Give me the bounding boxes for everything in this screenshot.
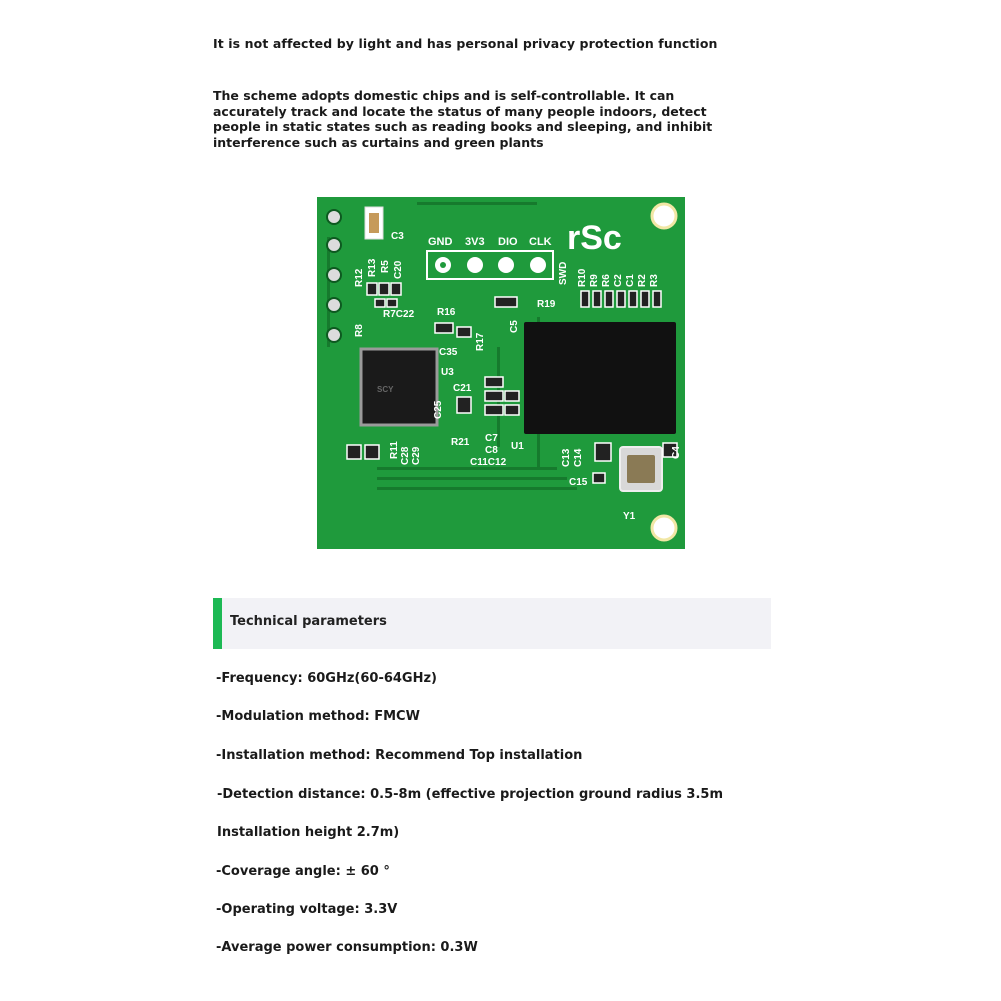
rf-chip-u1: [524, 322, 676, 434]
pin-label-3v3: 3V3: [465, 236, 485, 248]
pin-label-gnd: GND: [428, 236, 453, 248]
label-c25: C25: [433, 400, 444, 419]
label-c11c12: C11C12: [470, 457, 507, 468]
section-title: Technical parameters: [230, 614, 387, 629]
label-r9: R9: [589, 274, 600, 287]
label-c35: C35: [439, 347, 458, 358]
label-r10: R10: [577, 268, 588, 287]
label-r12: R12: [354, 268, 365, 287]
param-power-consumption: -Average power consumption: 0.3W: [216, 940, 478, 955]
label-c1: C1: [625, 274, 636, 287]
label-r13: R13: [367, 258, 378, 277]
param-detection-distance: -Detection distance: 0.5-8m (effective projection ground radius 3.5m: [217, 787, 723, 802]
intro-lead: It is not affected by light and has personal privacy protection function: [213, 36, 718, 51]
label-c4: C4: [671, 446, 682, 459]
svg-text:SCY: SCY: [377, 385, 394, 394]
label-r3: R3: [649, 274, 660, 287]
param-operating-voltage: -Operating voltage: 3.3V: [216, 902, 398, 917]
label-c5: C5: [509, 320, 520, 333]
label-c8: C8: [485, 445, 498, 456]
label-c28: C28: [400, 446, 411, 465]
label-c14: C14: [573, 448, 584, 467]
pin-label-clk: CLK: [529, 236, 552, 248]
label-c7: C7: [485, 433, 498, 444]
section-accent-bar: [213, 598, 222, 649]
technical-parameters-header: [213, 598, 771, 649]
pin-label-dio: DIO: [498, 236, 518, 248]
label-r7c22: R7C22: [383, 309, 415, 320]
label-c3: C3: [391, 231, 404, 242]
label-c21: C21: [453, 383, 472, 394]
mount-hole-bottom: [652, 516, 676, 540]
label-r6: R6: [601, 274, 612, 287]
label-c29: C29: [411, 446, 422, 465]
label-c2: C2: [613, 274, 624, 287]
swd-label: SWD: [558, 261, 569, 285]
param-frequency: -Frequency: 60GHz(60-64GHz): [216, 671, 437, 686]
param-coverage-angle: -Coverage angle: ± 60 °: [216, 864, 390, 879]
label-r19: R19: [537, 299, 556, 310]
label-u3: U3: [441, 367, 454, 378]
label-r2: R2: [637, 274, 648, 287]
radar-module-photo: [317, 197, 685, 549]
param-installation-method: -Installation method: Recommend Top installation: [216, 748, 583, 763]
label-r5: R5: [380, 260, 391, 273]
label-c15: C15: [569, 477, 588, 488]
mount-hole-top: [652, 204, 676, 228]
label-r17: R17: [475, 332, 486, 351]
param-installation-height: Installation height 2.7m): [217, 825, 400, 840]
intro-paragraph: The scheme adopts domestic chips and is self-controllable. It can accurately track and locate the status of many people indoors, detect people in static states such as reading books and sleeping, and inhibit interference such as curtains and green plants: [213, 88, 713, 150]
label-r8: R8: [354, 324, 365, 337]
label-r16: R16: [437, 307, 456, 318]
mcu-chip-u3: [361, 349, 437, 425]
label-r11: R11: [389, 441, 400, 459]
label-y1: Y1: [623, 511, 636, 522]
label-c20: C20: [393, 260, 404, 279]
label-c13: C13: [561, 448, 572, 467]
label-r21: R21: [451, 437, 470, 448]
label-u1: U1: [511, 441, 524, 452]
board-logo: rSc: [567, 219, 622, 257]
param-modulation: -Modulation method: FMCW: [216, 709, 420, 724]
